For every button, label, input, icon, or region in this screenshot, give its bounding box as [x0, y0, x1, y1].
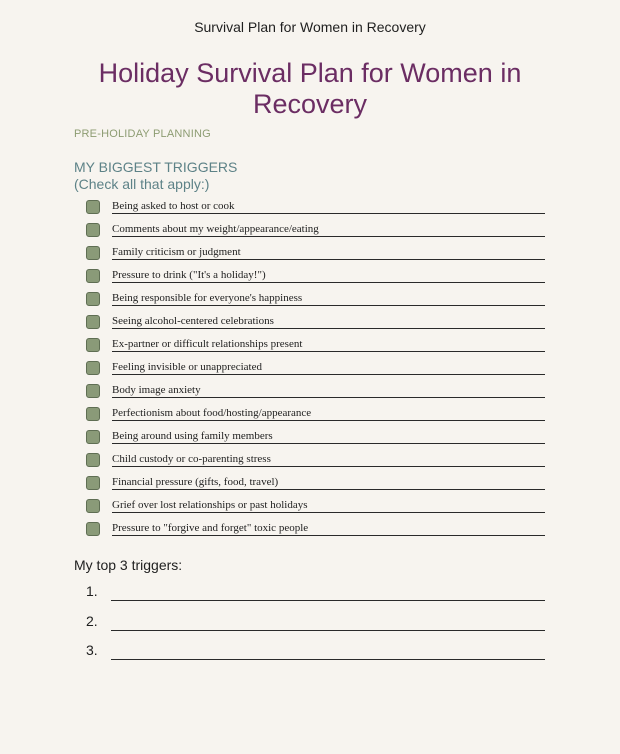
checklist-item-line — [112, 404, 545, 421]
checklist-item — [86, 404, 545, 427]
checklist-item-line — [112, 312, 545, 329]
checkbox[interactable] — [86, 338, 100, 352]
checklist-item — [86, 266, 545, 289]
checklist-item-label: Body image anxiety — [112, 384, 201, 396]
checkbox[interactable] — [86, 430, 100, 444]
checklist-item-label: Pressure to drink ("It's a holiday!") — [112, 269, 266, 281]
checklist-item-line — [112, 473, 545, 490]
top-trigger-number: 3. — [86, 642, 98, 658]
top-trigger-blank-line[interactable] — [111, 582, 545, 601]
triggers-heading-subtitle: (Check all that apply:) — [74, 176, 210, 192]
checklist-item-label: Comments about my weight/appearance/eating — [112, 223, 319, 235]
checkbox[interactable] — [86, 269, 100, 283]
checkbox[interactable] — [86, 200, 100, 214]
checklist-item-line — [112, 197, 545, 214]
checklist-item-label: Pressure to "forgive and forget" toxic people — [112, 522, 309, 534]
checklist-item-line — [112, 289, 545, 306]
checklist-item-label: Being around using family members — [112, 430, 273, 442]
checklist-item — [86, 496, 545, 519]
checklist-item-line — [112, 496, 545, 513]
checkbox[interactable] — [86, 407, 100, 421]
checklist-item-line — [112, 519, 545, 536]
checkbox[interactable] — [86, 315, 100, 329]
checklist-item-line — [112, 243, 545, 260]
section-label: PRE-HOLIDAY PLANNING — [74, 128, 211, 140]
checkbox[interactable] — [86, 292, 100, 306]
checkbox[interactable] — [86, 384, 100, 398]
top-trigger-number: 1. — [86, 583, 98, 599]
checklist-item-label: Seeing alcohol-centered celebrations — [112, 315, 274, 327]
top-triggers-label: My top 3 triggers: — [74, 557, 183, 573]
checkbox[interactable] — [86, 499, 100, 513]
top-trigger-number: 2. — [86, 612, 98, 629]
checklist-item-label: Financial pressure (gifts, food, travel) — [112, 476, 279, 488]
top-trigger-blank-line[interactable] — [111, 641, 545, 660]
checkbox[interactable] — [86, 223, 100, 237]
checklist-item-line — [112, 381, 545, 398]
running-header: Survival Plan for Women in Recovery — [194, 19, 426, 35]
checklist-item-label: Child custody or co-parenting stress — [112, 453, 271, 465]
checklist-item-label: Feeling invisible or unappreciated — [112, 361, 262, 373]
checklist-item — [86, 358, 545, 381]
checkbox[interactable] — [86, 246, 100, 260]
triggers-heading-title: MY BIGGEST TRIGGERS — [74, 159, 238, 175]
checkbox[interactable] — [86, 476, 100, 490]
checklist-item-label: Perfectionism about food/hosting/appearance — [112, 407, 312, 419]
checklist-item — [86, 289, 545, 312]
checklist-item-label: Ex-partner or difficult relationships present — [112, 338, 303, 350]
checklist-item-line — [112, 335, 545, 352]
checklist-item-line — [112, 266, 545, 283]
checkbox[interactable] — [86, 453, 100, 467]
checkbox[interactable] — [86, 522, 100, 536]
top-trigger-blank-line[interactable] — [111, 612, 545, 631]
checklist-item-label: Family criticism or judgment — [112, 246, 241, 258]
top-trigger-item — [86, 612, 545, 642]
checklist-item-label: Being responsible for everyone's happiness — [112, 292, 303, 304]
checklist-item — [86, 427, 545, 450]
checklist-item — [86, 473, 545, 496]
checklist-item — [86, 243, 545, 266]
top-trigger-item — [86, 641, 545, 671]
checklist-item-label: Being asked to host or cook — [112, 200, 235, 212]
checklist-item — [86, 312, 545, 335]
checklist-item-line — [112, 358, 545, 375]
checklist-item — [86, 197, 545, 220]
checklist-item — [86, 450, 545, 473]
top-triggers-list — [86, 582, 545, 671]
checkbox[interactable] — [86, 361, 100, 375]
page-title: Holiday Survival Plan for Women in Recovery — [98, 58, 522, 119]
checklist-item-line — [112, 450, 545, 467]
top-trigger-item — [86, 582, 545, 612]
checklist-item-line — [112, 220, 545, 237]
checklist-item-label: Grief over lost relationships or past holidays — [112, 499, 308, 511]
checklist-item — [86, 335, 545, 358]
checklist-item — [86, 381, 545, 404]
trigger-checklist — [86, 197, 545, 542]
checklist-item — [86, 220, 545, 243]
triggers-heading — [74, 159, 237, 193]
checklist-item — [86, 519, 545, 542]
checklist-item-line — [112, 427, 545, 444]
